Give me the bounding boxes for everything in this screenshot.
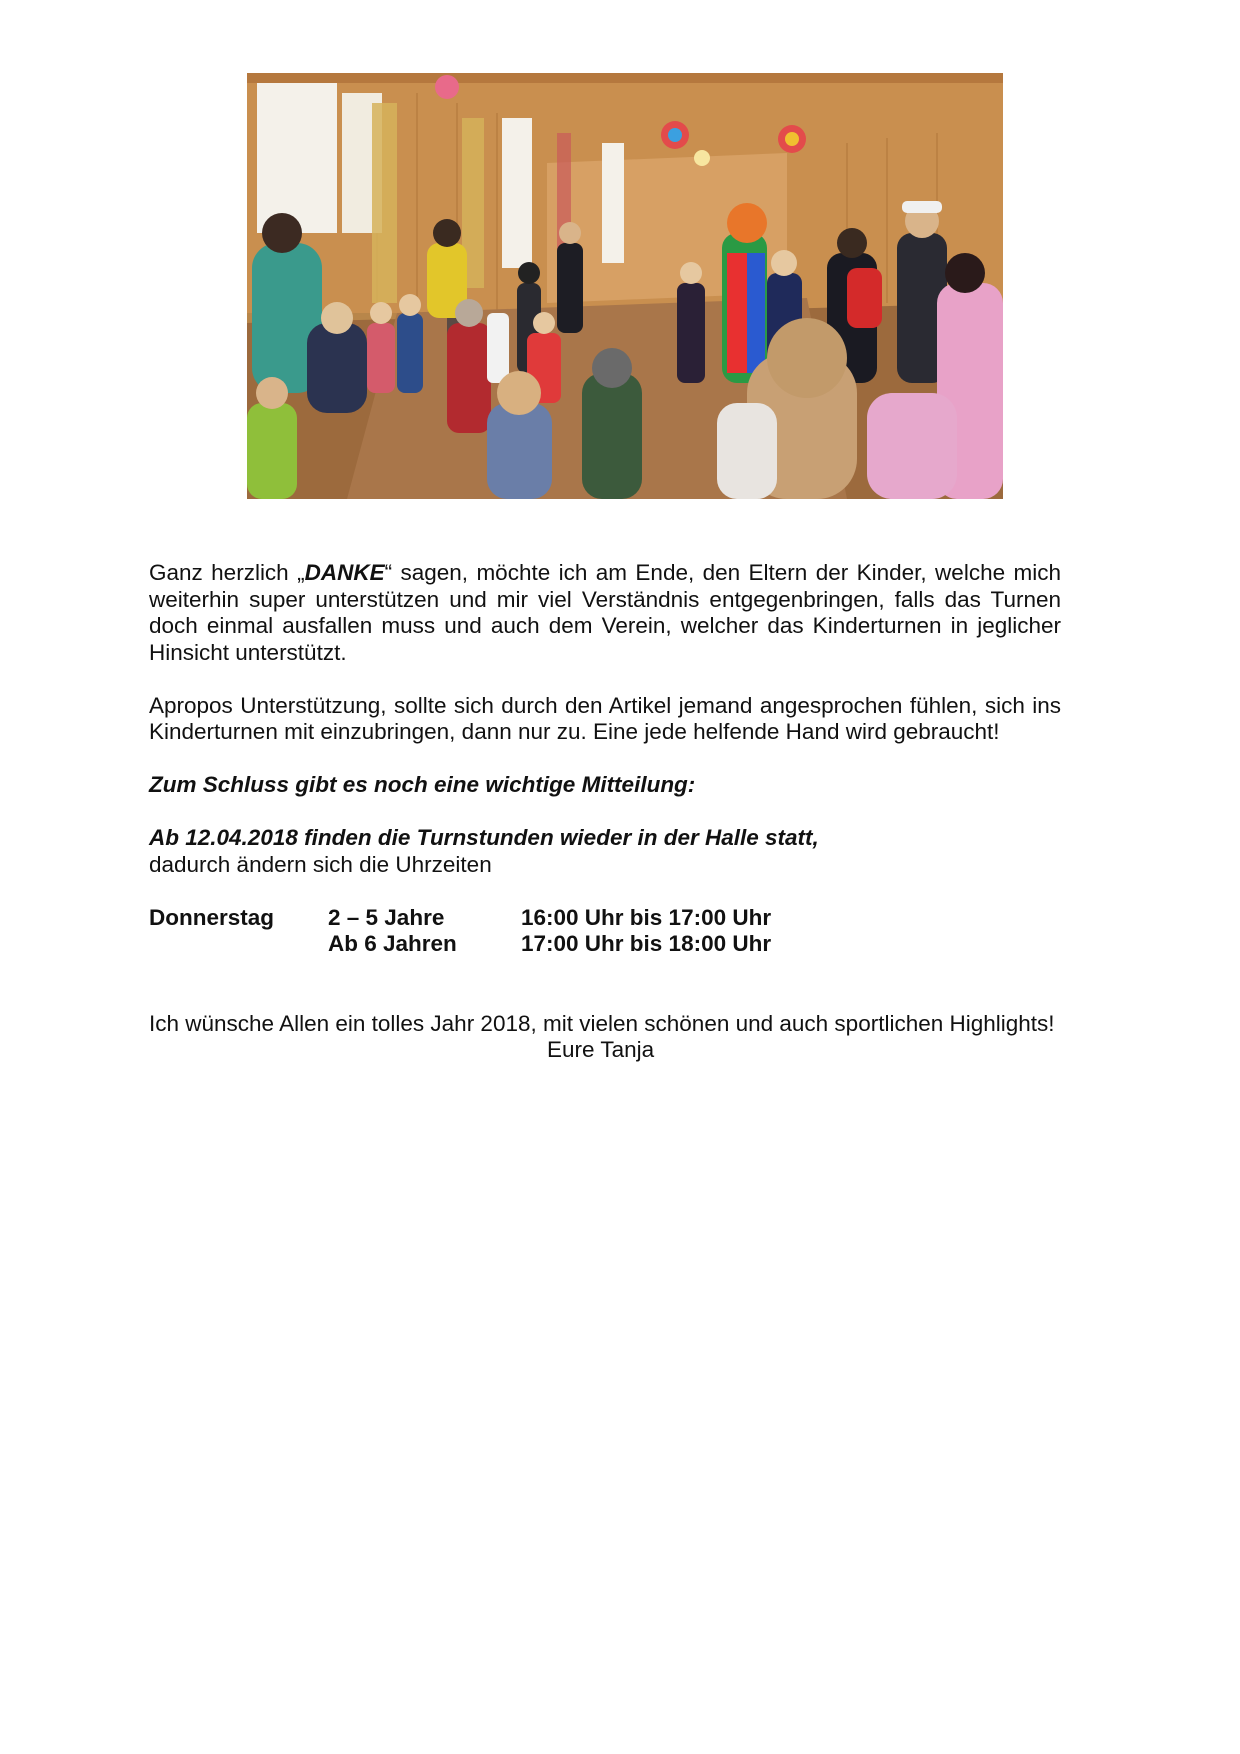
signature: Eure Tanja	[547, 1037, 655, 1062]
paragraph-gap	[149, 799, 1061, 826]
paragraph-gap	[149, 666, 1061, 693]
support-paragraph: Apropos Unterstützung, sollte sich durch den Artikel jemand angesprochen fühlen, sich ins Kinderturnen mit einzubringen, dann nur zu. Eine jede helfende Hand wird gebraucht!	[149, 692, 1061, 744]
change-subline: dadurch ändern sich die Uhrzeiten	[149, 851, 492, 877]
schedule-day: Donnerstag	[149, 904, 275, 930]
thanks-rest: “ sagen, möchte ich am Ende, den Eltern der Kinder, welche mich weiterhin super unterstützen und mir viel Verständnis entgegenbringen, falls das Turnen doch einmal ausfallen muss und auch dem Verein, welcher das Kinderturnen in jeglicher Hinsicht unterstützt.	[149, 560, 1061, 665]
thanks-intro: Ganz herzlich „	[149, 560, 305, 585]
schedule-table	[149, 905, 1061, 958]
article-body	[149, 560, 1061, 1064]
thanks-paragraph	[149, 560, 1061, 666]
paragraph-gap	[149, 984, 1061, 1011]
schedule-group-1: 2 – 5 Jahre	[328, 904, 445, 930]
schedule-group-2: Ab 6 Jahren	[328, 931, 457, 956]
paragraph-gap	[149, 958, 1061, 985]
danke-emphasis: DANKE	[304, 560, 385, 585]
closing-paragraph: Ich wünsche Allen ein tolles Jahr 2018, mit vielen schönen und auch sportlichen Highlights!	[149, 1010, 1055, 1036]
change-heading: Ab 12.04.2018 finden die Turnstunden wieder in der Halle statt,	[149, 825, 819, 850]
paragraph-gap	[149, 746, 1061, 773]
paragraph-gap	[149, 878, 1061, 905]
photo-illustration	[247, 73, 1003, 499]
schedule-time-2: 17:00 Uhr bis 18:00 Uhr	[521, 931, 772, 956]
notice-heading: Zum Schluss gibt es noch eine wichtige Mitteilung:	[149, 772, 696, 797]
schedule-time-1: 16:00 Uhr bis 17:00 Uhr	[521, 904, 772, 930]
photo-carnival-party	[247, 73, 1003, 499]
